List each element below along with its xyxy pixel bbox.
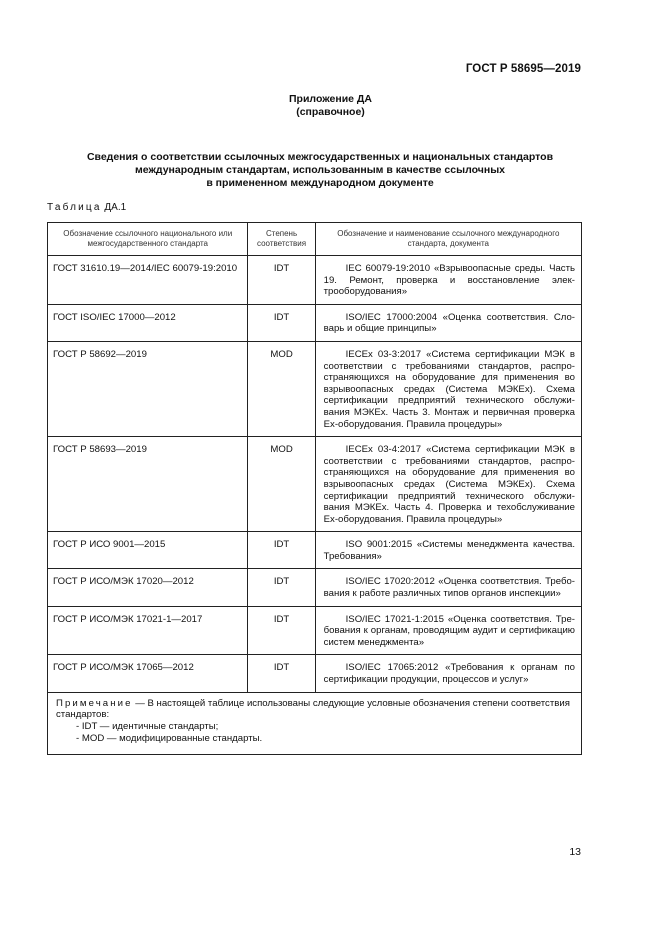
cell-degree: MOD [248, 437, 315, 532]
table-row [48, 304, 582, 341]
cell-standard: ГОСТ 31610.19—2014/IEC 60079-19:2010 [48, 256, 248, 305]
table-caption-word: Таблица [47, 202, 102, 213]
page-number: 13 [569, 846, 581, 858]
cell-standard: ГОСТ Р ИСО/МЭК 17021-1—2017 [48, 606, 248, 655]
table-caption [47, 202, 126, 213]
cell-degree: MOD [248, 341, 315, 436]
annex-subtitle: (справочное) [296, 106, 365, 118]
cell-international: IECEx 03-4:2017 «Система сертификации МЭК в соответствии с требованиями стандартов, распространяющихся на оборудование для применения во взрывоопасных средах (Система МЭКЕх). Схема сертификации предприятий технического обслуживания МЭКЕх. Часть 4. Проверка и техобслуживание Ех-оборудования. Правила процедуры» [315, 437, 581, 532]
document-code: ГОСТ Р 58695—2019 [465, 63, 581, 75]
cell-standard: ГОСТ Р ИСО 9001—2015 [48, 532, 248, 569]
table-row [48, 569, 582, 606]
note-item-mod: - MOD — модифицированные стандарты. [76, 733, 263, 745]
cell-degree: IDT [248, 606, 315, 655]
cell-standard: ГОСТ Р 58693—2019 [48, 437, 248, 532]
note-paragraph [56, 698, 575, 722]
cell-international: ISO 9001:2015 «Системы менеджмента качества. Требования» [315, 532, 581, 569]
cell-degree: IDT [248, 532, 315, 569]
cell-international: IECEx 03-3:2017 «Система сертификации МЭК в соответствии с требованиями стандартов, распространяющихся на оборудование для применения во взрывоопасных средах (Система МЭКЕх). Схема сертификации предприятий технического обслуживания МЭКЕх. Часть 3. Монтаж и первичная проверка Ех-оборудования. Правила процедуры» [315, 341, 581, 436]
cell-standard: ГОСТ ISO/IEC 17000—2012 [48, 304, 248, 341]
cell-standard: ГОСТ Р ИСО/МЭК 17020—2012 [48, 569, 248, 606]
correspondence-table [47, 222, 582, 755]
header-international-standard: Обозначение и наименование ссылочного международного стандарта, документа [315, 223, 581, 256]
annex-heading [0, 93, 661, 119]
note-item-idt: - IDT — идентичные стандарты; [76, 721, 219, 733]
section-title-line: международным стандартам, использованным в качестве ссылочных [134, 164, 505, 176]
cell-degree: IDT [248, 304, 315, 341]
table-note [48, 692, 582, 754]
cell-degree: IDT [248, 569, 315, 606]
note-heading: Примечание [56, 697, 133, 709]
cell-international: ISO/IEC 17000:2004 «Оценка соответствия. Словарь и общие принципы» [315, 304, 581, 341]
cell-standard: ГОСТ Р 58692—2019 [48, 341, 248, 436]
cell-international: ISO/IEC 17021-1:2015 «Оценка соответствия. Требования к органам, проводящим аудит и сертификацию систем менеджмента» [315, 606, 581, 655]
section-title-line: в примененном международном документе [206, 177, 434, 189]
cell-degree: IDT [248, 256, 315, 305]
table-row [48, 256, 582, 305]
cell-international: IEC 60079-19:2010 «Взрывоопасные среды. Часть 19. Ремонт, проверка и восстановление электрооборудования» [315, 256, 581, 305]
section-title-line: Сведения о соответствии ссылочных межгосударственных и национальных стандартов [86, 151, 554, 163]
table-header-row [48, 223, 582, 256]
cell-international: ISO/IEC 17020:2012 «Оценка соответствия. Требования к работе различных типов органов инспекции» [315, 569, 581, 606]
cell-degree: IDT [248, 655, 315, 692]
cell-international: ISO/IEC 17065:2012 «Требования к органам по сертификации продукции, процессов и услуг» [315, 655, 581, 692]
cell-standard: ГОСТ Р ИСО/МЭК 17065—2012 [48, 655, 248, 692]
table-row [48, 606, 582, 655]
table-note-row [48, 692, 582, 754]
table-row [48, 532, 582, 569]
section-title [40, 151, 600, 190]
table-row [48, 341, 582, 436]
header-degree: Степень соответствия [248, 223, 315, 256]
note-text: — В настоящей таблице использованы следующие условные обозначения степени соответствия стандартов: [56, 697, 570, 721]
table-row [48, 437, 582, 532]
table-caption-number: ДА.1 [104, 202, 127, 213]
table-row [48, 655, 582, 692]
header-national-standard: Обозначение ссылочного национального или межгосударственного стандарта [48, 223, 248, 256]
annex-title: Приложение ДА [289, 93, 372, 105]
